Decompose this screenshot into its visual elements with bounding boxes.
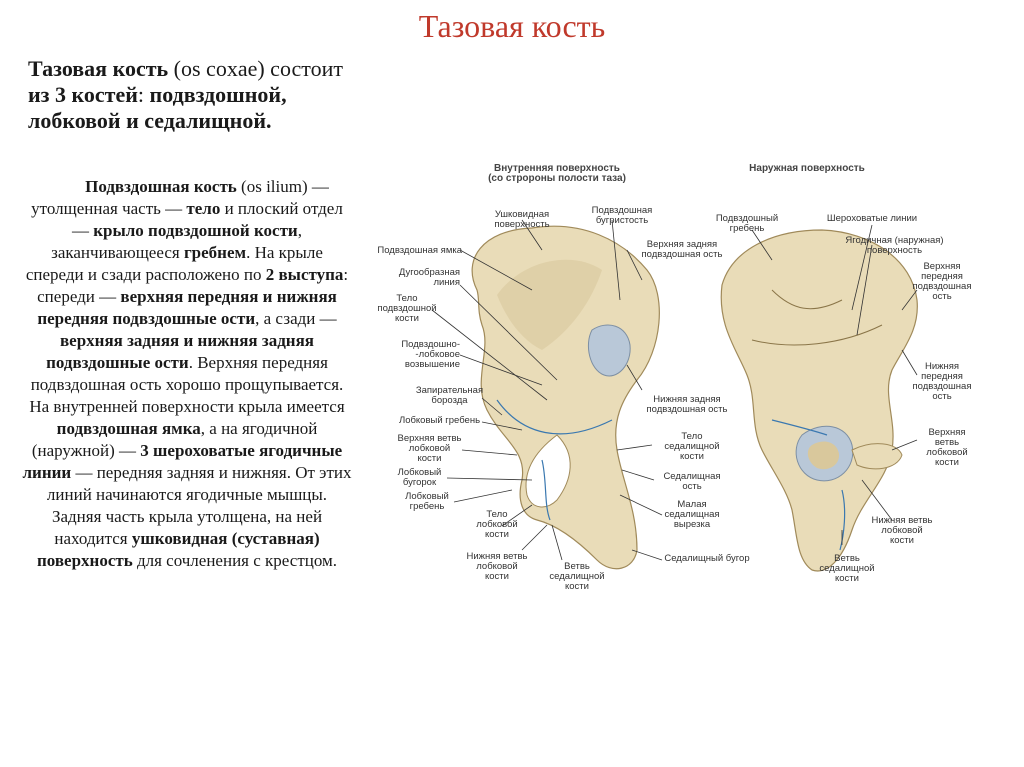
label-anterior-inferior-spine: Нижняя передняя подвздошная ость — [912, 361, 972, 402]
term-posterior-spines: верхняя задняя и нижняя задняя подвздошные ости — [46, 331, 314, 372]
intro-count: из 3 костей — [28, 82, 138, 107]
term-auricular: ушковидная (суставная) поверхность — [36, 529, 320, 570]
label-posterior-inferior-spine: Нижняя задняя подвздошная ость — [646, 394, 728, 415]
label-pubis-body: Тело лобковой кости — [476, 509, 518, 540]
label-ischial-ramus: Ветвь седалищной кости — [549, 561, 605, 592]
label-auricular-surface: Ушковидная поверхность — [494, 209, 550, 230]
label-ischial-ramus-right: Ветвь седалищной кости — [819, 553, 875, 584]
label-lesser-sciatic-notch: Малая седалищная вырезка — [664, 499, 720, 530]
label-obturator-groove: Запирательная борозда — [415, 385, 484, 406]
label-pubic-crest: Лобковый гребень — [398, 415, 481, 426]
intro-term: Тазовая кость — [28, 56, 169, 81]
text: и плоский отдел — — [72, 199, 343, 240]
label-pubic-crest-lower: Лобковый гребень — [405, 491, 449, 512]
ilium-description — [22, 176, 352, 572]
intro-paragraph — [28, 56, 348, 134]
label-ischium-body: Тело седалищной кости — [664, 431, 720, 462]
outer-surface-header: Наружная поверхность — [749, 163, 865, 174]
hip-bone-figure — [372, 150, 1004, 610]
label-arcuate-line: Дугообразная линия — [398, 267, 460, 288]
term-two: 2 выступа — [265, 265, 344, 284]
intro-text: (os coxae) состоит — [168, 56, 343, 81]
label-inferior-pubic-ramus: Нижняя ветвь лобковой кости — [466, 551, 528, 582]
term-body: тело — [186, 199, 221, 218]
label-pubic-tubercle: Лобковый бугорок — [397, 467, 442, 488]
text: . Верхняя передняя подвздошная ость хорошо прощупывается. На внутренней поверхности крыла имеется — [29, 353, 345, 416]
label-ilium-body: Тело подвздошной кости — [377, 293, 437, 324]
label-anterior-superior-spine: Верхняя передняя подвздошная ость — [912, 261, 972, 302]
label-posterior-superior-spine: Верхняя задняя подвздошная ость — [641, 239, 723, 260]
term-ilium: Подвздошная кость — [85, 177, 237, 196]
label-inferior-pubic-ramus-right: Нижняя ветвь лобковой кости — [871, 515, 933, 546]
text: , а на ягодичной (наружной) — — [31, 419, 318, 460]
text: , а сзади — — [255, 309, 337, 328]
text: : спереди — — [37, 265, 349, 306]
intro-bones: подвздошной, лобковой и седалищной. — [28, 82, 287, 133]
text: , заканчивающееся — [51, 221, 302, 262]
label-ischial-spine: Седалищная ость — [663, 471, 721, 492]
label-superior-pubic-ramus: Верхняя ветвь лобковой кости — [397, 433, 462, 464]
label-rough-lines: Шероховатые линии — [826, 213, 918, 224]
text: (os ilium) — утолщенная часть — — [31, 177, 329, 218]
term-crest: гребнем — [183, 243, 247, 262]
term-wing: крыло подвздошной кости — [93, 221, 298, 240]
label-ischial-tuberosity: Седалищный бугор — [664, 553, 750, 564]
intro-colon: : — [137, 82, 150, 107]
label-iliac-crest: Подвздошный гребень — [715, 213, 779, 234]
text: — передняя задняя и нижняя. От этих линий начинаются ягодичные мышцы. Задняя часть крыла утолщена, на ней находится — [46, 463, 352, 548]
term-gluteal-lines: 3 шероховатые ягодичные линии — [22, 441, 343, 482]
term-fossa: подвздошная ямка — [56, 419, 201, 438]
text: для сочленения с крестцом. — [132, 551, 338, 570]
text: . На крыле спереди и сзади расположено по — [25, 243, 323, 284]
label-iliac-tuberosity: Подвздошная бугристость — [591, 205, 653, 226]
term-anterior-spines: верхняя передняя и нижняя передняя подвздошные ости — [37, 287, 337, 328]
label-iliopubic-eminence: Подвздошно- -лобковое возвышение — [401, 339, 460, 370]
inner-surface-header: Внутренняя поверхность (со стророны полости таза) — [488, 163, 626, 184]
label-iliac-fossa: Подвздошная ямка — [377, 245, 462, 256]
label-superior-pubic-ramus-right: Верхняя ветвь лобковой кости — [926, 427, 968, 468]
slide-title: Тазовая кость — [418, 8, 606, 44]
label-gluteal-surface: Ягодичная (наружная) поверхность — [845, 235, 944, 256]
